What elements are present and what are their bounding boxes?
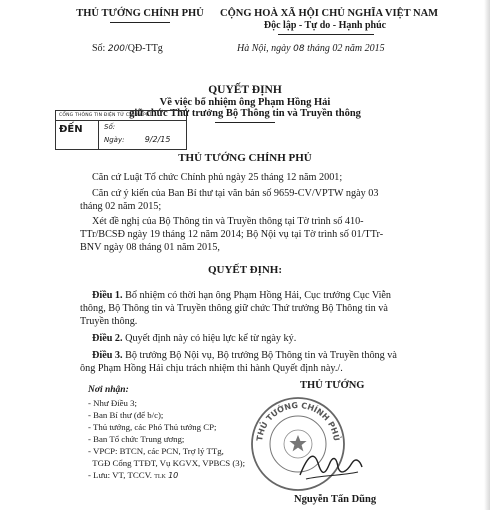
preamble-opinion-line2: tháng 02 năm 2015; xyxy=(80,201,162,212)
article-2 xyxy=(92,333,296,344)
decision-subtitle-line1: Về việc bổ nhiệm ông Phạm Hồng Hải xyxy=(159,97,331,108)
article-3-line1 xyxy=(92,350,397,361)
handwritten-signature xyxy=(296,445,366,485)
doc-date-rest: tháng 02 năm 2015 xyxy=(307,43,385,54)
stamp-divider xyxy=(56,120,186,121)
stamp-den-label: ĐẾN xyxy=(59,124,83,135)
signatory-title: THỦ TƯỚNG xyxy=(300,380,365,391)
article-2-label: Điều 2. xyxy=(92,333,123,344)
recipient-item: - Ban Bí thư (để b/c); xyxy=(88,410,164,420)
recipient-item: TGĐ Cổng TTĐT, Vụ KGVX, VPBCS (3); xyxy=(88,458,246,468)
article-1-text: Bổ nhiệm có thời hạn ông Phạm Hồng Hải, Cục trưởng Cục Viễn xyxy=(125,290,392,301)
recipient-item: - Thủ tướng, các Phó Thủ tướng CP; xyxy=(88,422,217,432)
decides-heading: QUYẾT ĐỊNH: xyxy=(207,264,283,276)
national-motto: Độc lập - Tự do - Hạnh phúc xyxy=(263,20,387,31)
preamble-proposal-line3: BNV ngày 08 tháng 01 năm 2015, xyxy=(80,242,220,253)
article-1-line3: Truyền thông. xyxy=(80,316,138,327)
doc-number-suffix: /QĐ-TTg xyxy=(125,43,163,54)
authority-heading: THỦ TƯỚNG CHÍNH PHỦ xyxy=(178,152,312,164)
recipient-tlk-number: 10 xyxy=(168,471,179,480)
recipient-item: - VPCP: BTCN, các PCN, Trợ lý TTg, xyxy=(88,446,224,456)
preamble-proposal-line1: Xét đề nghị của Bộ Thông tin và Truyền thông tại Tờ trình số 410- xyxy=(92,216,364,227)
stamp-date-handwritten: 9/2/15 xyxy=(144,135,171,144)
article-1-line2: thông, Bộ Thông tin và Truyền thông giữ chức Thứ trưởng Bộ Thông tin và xyxy=(80,303,388,314)
received-stamp xyxy=(55,110,187,150)
recipient-item-archive xyxy=(88,470,178,480)
recipient-archive-text: - Lưu: VT, TCCV. xyxy=(88,470,152,480)
document-date xyxy=(237,43,385,54)
preamble-law: Căn cứ Luật Tổ chức Chính phủ ngày 25 tháng 12 năm 2001; xyxy=(92,172,343,183)
doc-date-day: 08 xyxy=(293,44,305,54)
title-underline xyxy=(215,122,275,123)
recipients-title: Nơi nhận: xyxy=(88,385,129,395)
doc-number-prefix: Số: xyxy=(92,43,106,54)
signatory-name: Nguyễn Tấn Dũng xyxy=(294,494,377,505)
issuer-name: THỦ TƯỚNG CHÍNH PHỦ xyxy=(76,8,204,19)
article-3-label: Điều 3. xyxy=(92,350,123,361)
article-3-text: Bộ trưởng Bộ Nội vụ, Bộ trưởng Bộ Thông tin và Truyền thông và xyxy=(125,350,397,361)
preamble-opinion-line1: Căn cứ ý kiến của Ban Bí thư tại văn bản số 9659-CV/VPTW ngày 03 xyxy=(92,188,379,199)
recipient-item: - Ban Tổ chức Trung ương; xyxy=(88,434,185,444)
recipient-tlk-label: TLK xyxy=(154,474,166,480)
doc-date-prefix: Hà Nội, ngày xyxy=(237,43,291,54)
stamp-date-row xyxy=(104,135,170,144)
decision-title: QUYẾT ĐỊNH xyxy=(208,84,282,96)
article-2-text: Quyết định này có hiệu lực kể từ ngày ký. xyxy=(125,333,297,344)
motto-underline xyxy=(278,34,374,35)
issuer-underline xyxy=(110,22,170,23)
republic-name: CỘNG HOÀ XÃ HỘI CHỦ NGHĨA VIỆT NAM xyxy=(220,8,439,19)
decision-subtitle-line2: giữ chức Thứ trưởng Bộ Thông tin và Truyền thông xyxy=(129,108,361,119)
stamp-number-label: Số: xyxy=(104,123,116,131)
document-number xyxy=(92,43,163,54)
stamp-date-label: Ngày: xyxy=(104,136,125,144)
article-1-label: Điều 1. xyxy=(92,290,123,301)
stamp-vertical-divider xyxy=(98,121,99,149)
stamp-header: CỔNG THÔNG TIN ĐIỆN TỬ CHÍNH PHỦ xyxy=(59,113,154,118)
recipient-item: - Như Điều 3; xyxy=(88,398,137,408)
scan-edge-shadow xyxy=(484,0,490,510)
doc-number-handwritten: 200 xyxy=(107,44,126,54)
article-1-line1 xyxy=(92,290,391,301)
article-3-line2: ông Phạm Hồng Hải chịu trách nhiệm thi hành Quyết định này./. xyxy=(80,363,343,374)
preamble-proposal-line2: TTr/BCSĐ ngày 19 tháng 12 năm 2014; Bộ Nội vụ tại Tờ trình số 01/TTr- xyxy=(80,229,384,240)
seal-text: THỦ TƯỚNG CHÍNH PHỦ xyxy=(255,400,341,442)
